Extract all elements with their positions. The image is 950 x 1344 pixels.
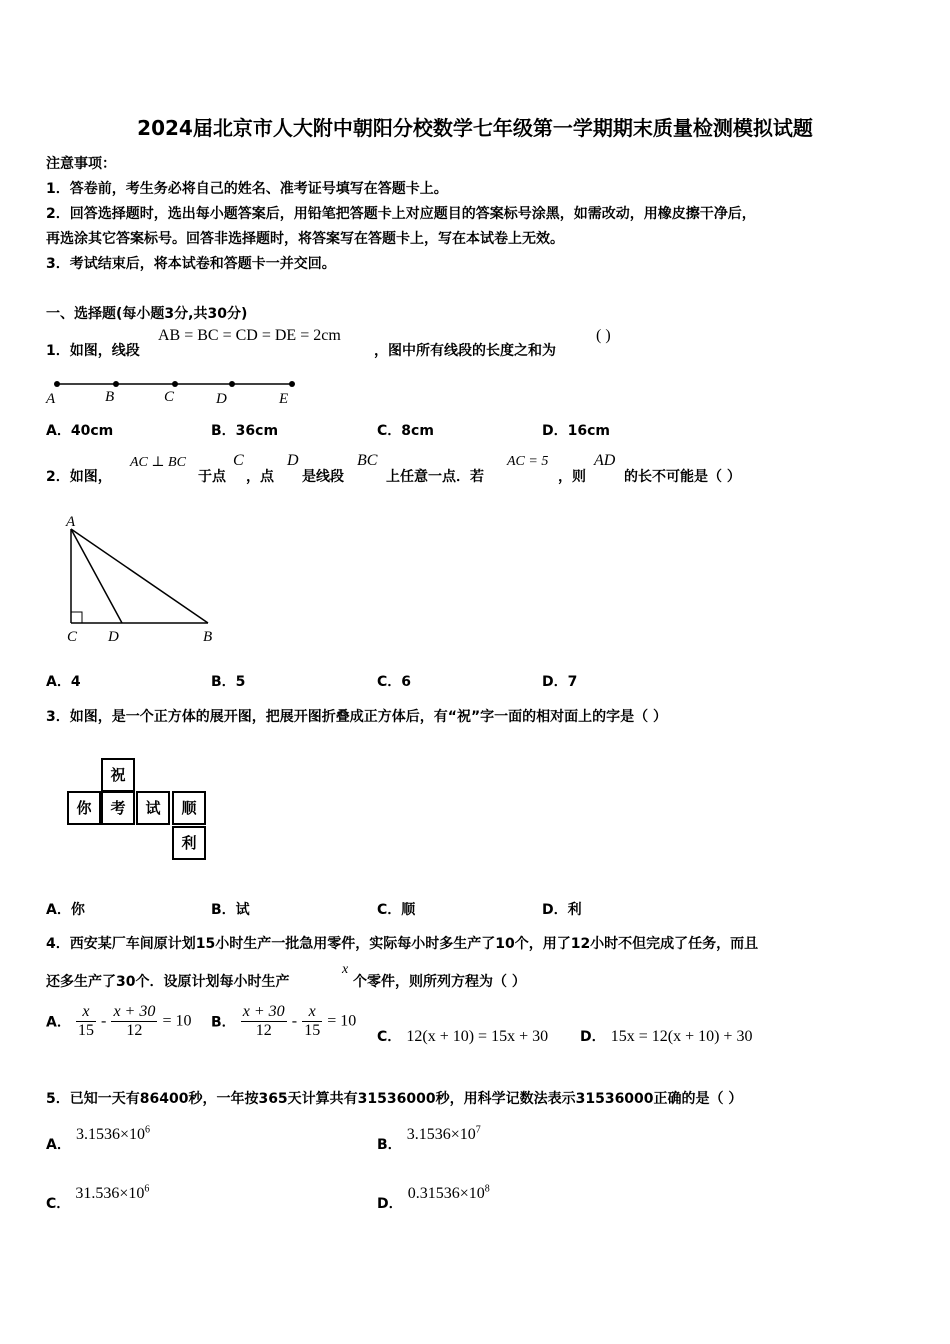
numerator: x — [76, 1003, 96, 1022]
q2-text-1: 于点 — [198, 469, 226, 485]
q1-text-post: ，图中所有线段的长度之和为 — [374, 343, 556, 359]
notice-line-3: 3．考试结束后，将本试卷和答题卡一并交回。 — [46, 256, 336, 272]
point-e — [289, 381, 295, 387]
q5-option-c — [46, 1183, 150, 1212]
operator: - — [291, 1012, 298, 1030]
q2-text-4: 上任意一点．若 — [386, 469, 484, 485]
label-e: E — [279, 391, 289, 407]
q1-option-b: B．36cm — [211, 423, 279, 439]
net-cell-shi: 试 — [136, 791, 170, 825]
q1-math: AB = BC = CD = DE = 2cm — [158, 327, 341, 344]
q1-option-d: D．16cm — [542, 423, 610, 439]
point-d — [229, 381, 235, 387]
notice-line-2b: 再选涂其它答案标号。回答非选择题时，将答案写在答题卡上，写在本试卷上无效。 — [46, 231, 564, 247]
q2-option-a: A．4 — [46, 674, 81, 690]
point-a — [54, 381, 60, 387]
equation: 15x = 12(x + 10) + 30 — [610, 1028, 753, 1045]
q2-math-ac: AC = 5 — [507, 454, 549, 469]
q4-option-d — [580, 1026, 752, 1046]
rhs: = 10 — [327, 1012, 357, 1030]
q1-option-c: C．8cm — [377, 423, 434, 439]
q5-option-d — [377, 1183, 490, 1212]
denominator: 12 — [126, 1022, 143, 1039]
notice-line-1: 1．答卷前，考生务必将自己的姓名、准考证号填写在答题卡上。 — [46, 181, 448, 197]
notice-line-2a: 2．回答选择题时，选出每小题答案后，用铅笔把答题卡上对应题目的答案标号涂黑，如需改动，用橡皮擦干净后， — [46, 206, 756, 222]
fraction — [302, 1003, 322, 1040]
option-label: A． — [46, 1137, 71, 1153]
rhs: = 10 — [162, 1012, 192, 1030]
net-cell-zhu: 祝 — [101, 758, 135, 792]
equation: 12(x + 10) = 15x + 30 — [406, 1028, 549, 1045]
option-label: C． — [46, 1196, 71, 1212]
numerator: x + 30 — [242, 1003, 285, 1020]
net-cell-ni: 你 — [67, 791, 101, 825]
denominator: 15 — [77, 1022, 94, 1039]
option-label: C． — [377, 1029, 402, 1045]
fraction — [76, 1003, 96, 1040]
value — [75, 1185, 149, 1202]
exponent: 8 — [484, 1183, 490, 1195]
point-b — [113, 381, 119, 387]
exponent: 7 — [475, 1124, 481, 1136]
label-a: A — [46, 391, 56, 407]
q1-segment-figure — [44, 372, 314, 408]
value — [408, 1185, 490, 1202]
q4-var: x — [342, 962, 349, 977]
option-label: A． — [46, 1014, 71, 1031]
label-b: B — [203, 629, 213, 645]
operator: - — [101, 1012, 107, 1030]
mantissa: 3.1536×10 — [75, 1126, 145, 1143]
q4-option-c — [377, 1026, 548, 1046]
label-d: D — [216, 391, 227, 407]
numerator: x + 30 — [113, 1003, 156, 1020]
q2-math-bc: BC — [357, 452, 378, 469]
mantissa: 0.31536×10 — [407, 1185, 485, 1202]
net-cell-shun: 顺 — [172, 791, 206, 825]
section-heading: 一、选择题(每小题3分,共30分) — [46, 306, 248, 322]
q2-triangle-figure — [60, 513, 230, 653]
net-cell-kao: 考 — [101, 791, 135, 825]
exponent: 6 — [144, 1124, 150, 1136]
q2-math-d: D — [287, 452, 299, 469]
option-label: D． — [580, 1029, 606, 1045]
label-b: B — [105, 389, 115, 405]
point-c — [172, 381, 178, 387]
q2-option-b: B．5 — [211, 674, 246, 690]
denominator: 12 — [255, 1022, 272, 1039]
label-c: C — [164, 389, 175, 405]
q2-math-ad: AD — [594, 452, 616, 469]
q5-option-b — [377, 1124, 481, 1153]
option-label: D． — [377, 1196, 403, 1212]
denominator: 15 — [304, 1022, 321, 1039]
mantissa: 31.536×10 — [75, 1185, 145, 1202]
q2-math-perp: AC ⊥ BC — [130, 455, 186, 470]
q2-text-3: 是线段 — [302, 469, 344, 485]
q2-option-d: D．7 — [542, 674, 578, 690]
q3-option-c: C．顺 — [377, 902, 416, 918]
numerator: x — [302, 1003, 322, 1022]
value — [407, 1126, 481, 1143]
q5-option-a — [46, 1124, 150, 1153]
q3-text: 3．如图，是一个正方体的展开图，把展开图折叠成正方体后，有“祝”字一面的相对面上的字是（ ） — [46, 709, 668, 725]
q1-text-pre: 1．如图，线段 — [46, 343, 140, 359]
notice-heading: 注意事项： — [46, 156, 116, 172]
mantissa: 3.1536×10 — [406, 1126, 476, 1143]
q4-option-b — [211, 1003, 356, 1040]
q2-text-pre: 2．如图， — [46, 469, 112, 485]
label-d: D — [108, 629, 119, 645]
q4-line-1: 4．西安某厂车间原计划15小时生产一批急用零件，实际每小时多生产了10个，用了12小时不但完成了任务，而且 — [46, 936, 759, 952]
q2-text-6: 的长不可能是（ ） — [624, 469, 741, 485]
q1-paren: ( ) — [596, 327, 611, 344]
q3-option-d: D．利 — [542, 902, 582, 918]
option-label: B． — [377, 1137, 402, 1153]
q3-option-a: A．你 — [46, 902, 85, 918]
page-title: 2024届北京市人大附中朝阳分校数学七年级第一学期期末质量检测模拟试题 — [137, 116, 813, 140]
q2-math-c: C — [233, 452, 244, 469]
side-ab — [71, 529, 208, 623]
q5-text: 5．已知一天有86400秒，一年按365天计算共有31536000秒，用科学记数法表示31536000正确的是（ ） — [46, 1091, 743, 1107]
q2-option-c: C．6 — [377, 674, 412, 690]
label-a: A — [66, 514, 76, 530]
fraction — [111, 1003, 157, 1040]
option-label: B． — [211, 1014, 236, 1031]
fraction — [241, 1003, 287, 1040]
q4-line-2-post: 个零件，则所列方程为（ ） — [353, 974, 526, 990]
q4-option-a — [46, 1003, 191, 1040]
net-cell-li: 利 — [172, 826, 206, 860]
label-c: C — [67, 629, 78, 645]
q2-text-5: ，则 — [558, 469, 586, 485]
right-angle-mark — [71, 612, 82, 623]
q2-text-2: ，点 — [246, 469, 274, 485]
q1-option-a: A．40cm — [46, 423, 114, 439]
segment-ad — [71, 529, 122, 623]
exponent: 6 — [144, 1183, 150, 1195]
q3-option-b: B．试 — [211, 902, 250, 918]
q4-line-2-pre: 还多生产了30个．设原计划每小时生产 — [46, 974, 290, 990]
value — [76, 1126, 150, 1143]
